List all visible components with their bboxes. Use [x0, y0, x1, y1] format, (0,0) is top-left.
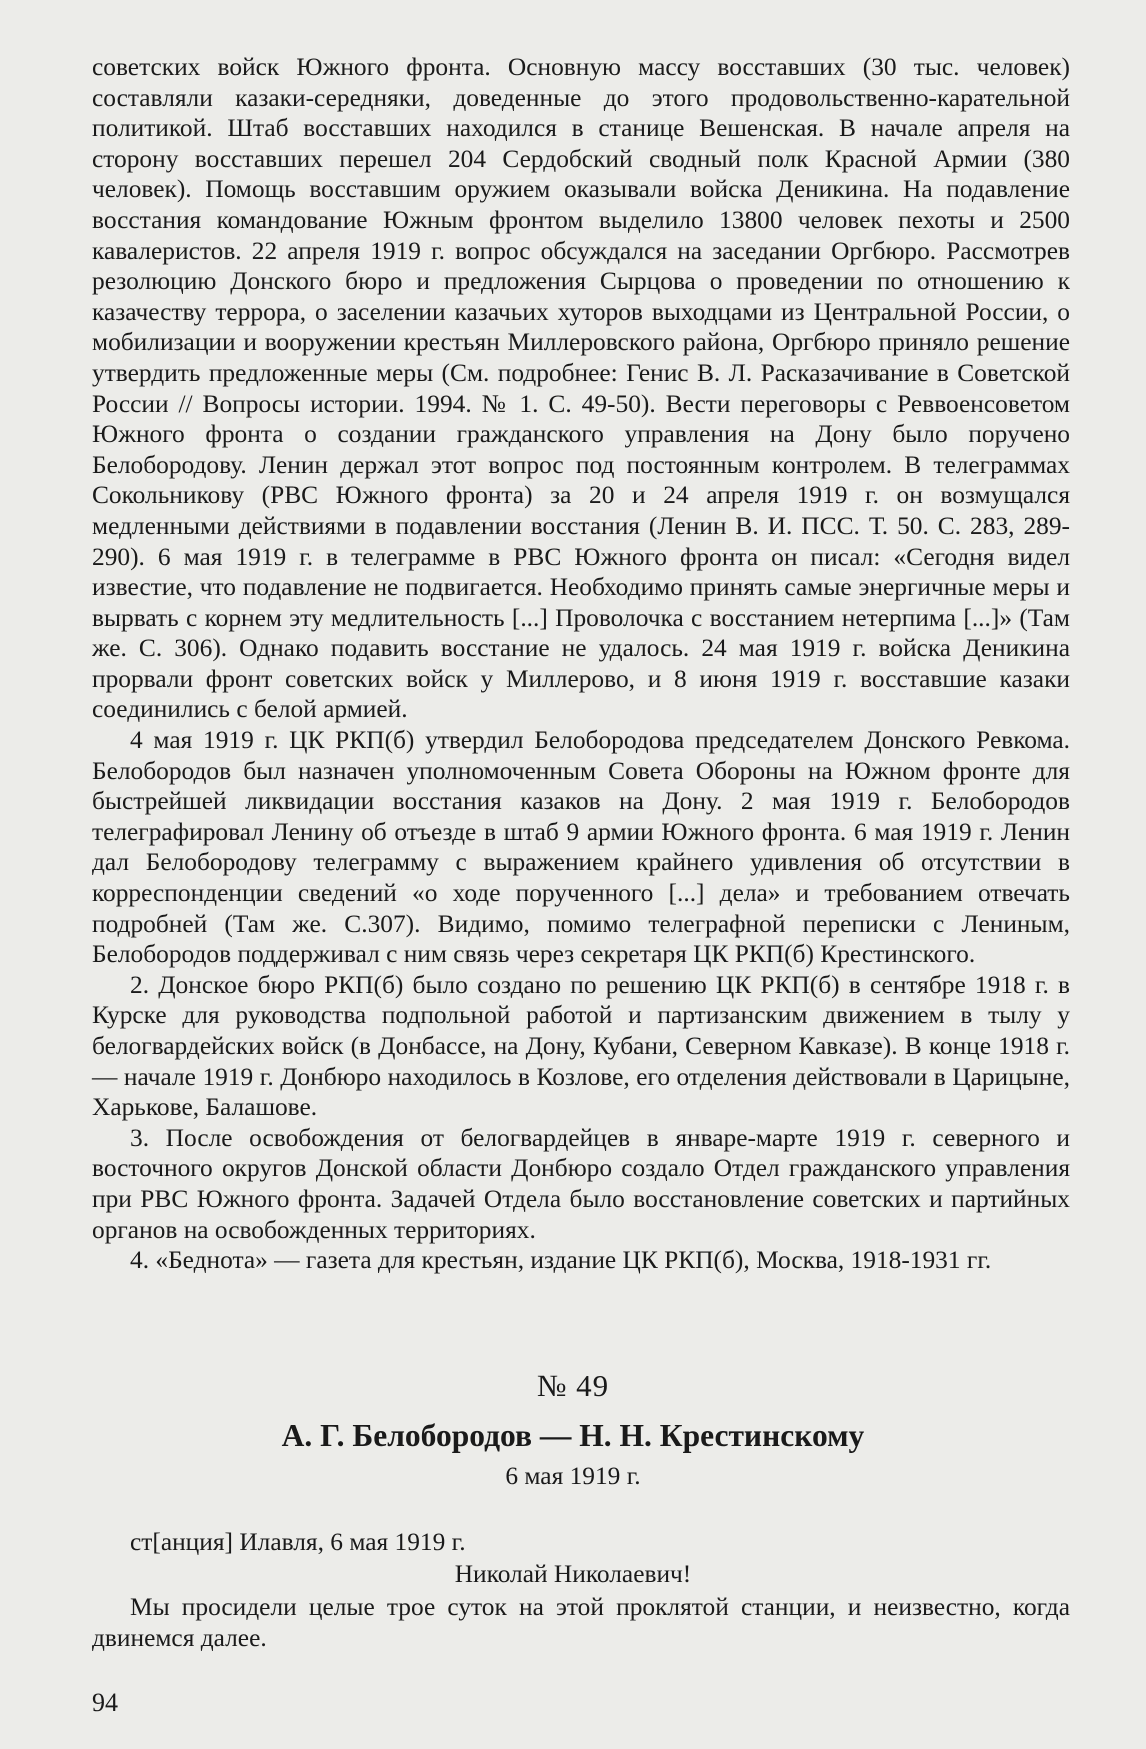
- page-number: 94: [92, 1688, 118, 1717]
- footnote-3: 3. После освобождения от белогвардейцев в январе-марте 1919 г. северного и восточного округов Донской области Донбюро создало Отдел гражданского управления при РВС Южного фронта. Задачей Отдела было восстановление советских и партийных органов на освобожденных территориях.: [92, 1123, 1070, 1244]
- letter-place-date: ст[анция] Илавля, 6 мая 1919 г.: [130, 1528, 466, 1556]
- footnote-4: 4. «Беднота» — газета для крестьян, издание ЦК РКП(б), Москва, 1918-1931 гг.: [130, 1246, 992, 1275]
- footnote-2: 2. Донское бюро РКП(б) было создано по решению ЦК РКП(б) в сентябре 1918 г. в Курске для руководства подпольной работой и партизанским движением в тылу у белогвардейских войск (в Донбассе, на Дону, Кубани, Северном Кавказе). В конце 1918 г. — начале 1919 г. Донбюро находилось в Козлове, его отделения действовали в Царицыне, Харькове, Балашове.: [92, 970, 1070, 1122]
- document-title: А. Г. Белобородов — Н. Н. Крестинскому: [281, 1418, 865, 1453]
- letter-body: Мы просидели целые трое суток на этой проклятой станции, и неизвестно, когда двинемся далее.: [92, 1593, 1070, 1652]
- commentary-paragraph-1: советских войск Южного фронта. Основную массу восставших (30 тыс. человек) составляли казаки-середняки, доведенные до этого продовольственно-карательной политикой. Штаб восставших находился в станице Вешенская. В начале апреля на сторону восставших перешел 204 Сердобский сводный полк Красной Армии (380 человек). Помощь восставшим оружием оказывали войска Деникина. На подавление восстания командование Южным фронтом выделило 13800 человек пехоты и 2500 кавалеристов. 22 апреля 1919 г. вопрос обсуждался на заседании Оргбюро. Рассмотрев резолюцию Донского бюро и предложения Сырцова о проведении по отношению к казачеству террора, о заселении казачьих хуторов выходцами из Центральной России, о мобилизации и вооружении крестьян Миллеровского района, Оргбюро приняло решение утвердить предложенные меры (См. подробнее: Генис В. Л. Расказачивание в Советской России // Вопросы истории. 1994. № 1. С. 49-50). Вести переговоры с Реввоенсоветом Южного фронта о создании гражданского управления на Дону было поручено Белобородову. Ленин держал этот вопрос под постоянным контролем. В телеграммах Сокольникову (РВС Южного фронта) за 20 и 24 апреля 1919 г. он возмущался медленными действиями в подавлении восстания (Ленин В. И. ПСС. Т. 50. С. 283, 289-290). 6 мая 1919 г. в телеграмме в РВС Южного фронта он писал: «Сегодня видел известие, что подавление не подвигается. Необходимо принять самые энергичные меры и вырвать с корнем эту медлительность [...] Проволочка с восстанием нетерпима [...]» (Там же. С. 306). Однако подавить восстание не удалось. 24 мая 1919 г. войска Деникина прорвали фронт советских войск у Миллерово, и 8 июня 1919 г. восставшие казаки соединились с белой армией.: [92, 53, 1070, 724]
- commentary-paragraph-2: 4 мая 1919 г. ЦК РКП(б) утвердил Белобородова председателем Донского Ревкома. Белобородов был назначен уполномоченным Совета Обороны на Южном фронте для быстрейшей ликвидации восстания казаков на Дону. 2 мая 1919 г. Белобородов телеграфировал Ленину об отъезде в штаб 9 армии Южного фронта. 6 мая 1919 г. Ленин дал Белобородову телеграмму с выражением крайнего удивления об отсутствии в корреспонденции сведений «о ходе порученного [...] дела» и требованием отвечать подробней (Там же. С.307). Видимо, помимо телеграфной переписки с Лениным, Белобородов поддерживал с ним связь через секретаря ЦК РКП(б) Крестинского.: [92, 726, 1070, 969]
- document-date: 6 мая 1919 г.: [505, 1462, 641, 1490]
- letter-salutation: Николай Николаевич!: [454, 1560, 692, 1588]
- document-number: № 49: [536, 1368, 610, 1403]
- commentary-text: [92, 52, 1070, 1276]
